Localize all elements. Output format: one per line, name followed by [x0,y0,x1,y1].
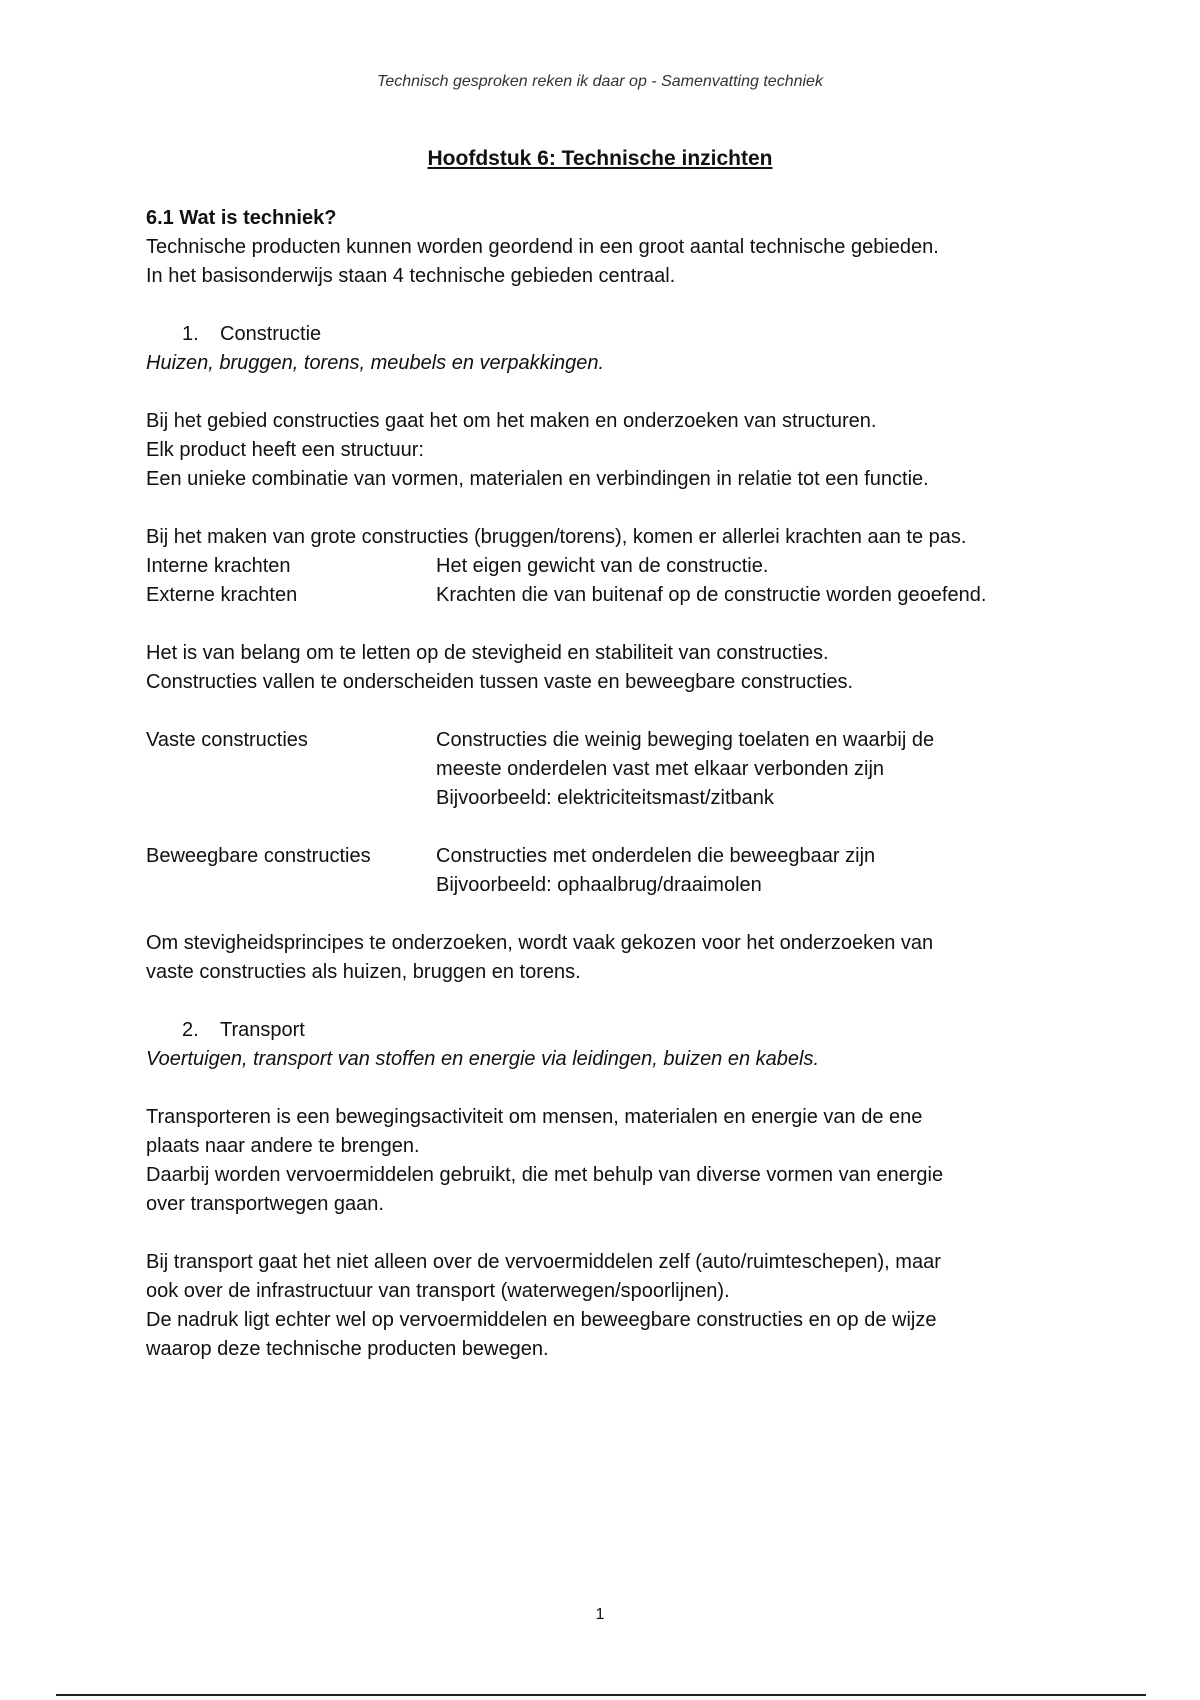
definition-row [146,842,1066,900]
page-divider [56,1694,1146,1696]
paragraph-line: Een unieke combinatie van vormen, materialen en verbindingen in relatie tot een functie. [146,468,929,490]
paragraph-line: Het is van belang om te letten op de stevigheid en stabiliteit van constructies. [146,642,829,664]
transport-examples: Voertuigen, transport van stoffen en energie via leidingen, buizen en kabels. [146,1048,820,1070]
chapter-title: Hoofdstuk 6: Technische inzichten [427,147,773,170]
constructie-examples: Huizen, bruggen, torens, meubels en verpakkingen. [146,352,605,374]
definition-line: Constructies met onderdelen die beweegbaar zijn [436,845,876,867]
intro-line: In het basisonderwijs staan 4 technische gebieden centraal. [146,265,676,287]
definition-term: Interne krachten [146,555,291,577]
definition-row [146,552,1066,581]
paragraph-line: Bij het gebied constructies gaat het om het maken en onderzoeken van structuren. [146,410,877,432]
list-item-constructie [146,320,1066,349]
forces-intro: Bij het maken van grote constructies (bruggen/torens), komen er allerlei krachten aan te pas. [146,526,967,548]
definition-text [436,842,1066,900]
list-title: Transport [220,1019,305,1041]
paragraph-line: ook over de infrastructuur van transport (waterwegen/spoorlijnen). [146,1280,730,1302]
definition-term: Vaste constructies [146,729,308,751]
definition-term: Externe krachten [146,584,298,606]
definition-text: Krachten die van buitenaf op de constructie worden geoefend. [436,584,987,606]
definition-line: Constructies die weinig beweging toelaten en waarbij de [436,729,935,751]
definition-term: Beweegbare constructies [146,845,371,867]
paragraph-line: plaats naar andere te brengen. [146,1135,420,1157]
list-title: Constructie [220,323,322,345]
page-content [146,204,1066,1364]
paragraph-line: Constructies vallen te onderscheiden tussen vaste en beweegbare constructies. [146,671,854,693]
definition-text: Het eigen gewicht van de constructie. [436,555,769,577]
paragraph-line: vaste constructies als huizen, bruggen en torens. [146,961,581,983]
paragraph-line: Transporteren is een bewegingsactiviteit om mensen, materialen en energie van de ene [146,1106,923,1128]
definition-line: Bijvoorbeeld: elektriciteitsmast/zitbank [436,787,774,809]
intro-line: Technische producten kunnen worden geordend in een groot aantal technische gebieden. [146,236,939,258]
definition-line: meeste onderdelen vast met elkaar verbonden zijn [436,758,885,780]
list-number: 1. [182,323,199,345]
definition-line: Bijvoorbeeld: ophaalbrug/draaimolen [436,874,762,896]
page-number: 1 [595,1606,605,1623]
running-header: Technisch gesproken reken ik daar op - Samenvatting techniek [377,73,823,90]
paragraph-line: Elk product heeft een structuur: [146,439,424,461]
paragraph-line: De nadruk ligt echter wel op vervoermiddelen en beweegbare constructies en op de wijze [146,1309,937,1331]
paragraph-line: Bij transport gaat het niet alleen over de vervoermiddelen zelf (auto/ruimteschepen), maar [146,1251,941,1273]
paragraph-line: waarop deze technische producten bewegen. [146,1338,549,1360]
definition-row [146,581,1066,610]
paragraph-line: Daarbij worden vervoermiddelen gebruikt, die met behulp van diverse vormen van energie [146,1164,944,1186]
list-item-transport [146,1016,1066,1045]
definition-row [146,726,1066,813]
paragraph-line: over transportwegen gaan. [146,1193,384,1215]
list-number: 2. [182,1019,199,1041]
section-heading: 6.1 Wat is techniek? [146,207,337,229]
definition-text [436,726,1066,813]
paragraph-line: Om stevigheidsprincipes te onderzoeken, wordt vaak gekozen voor het onderzoeken van [146,932,934,954]
